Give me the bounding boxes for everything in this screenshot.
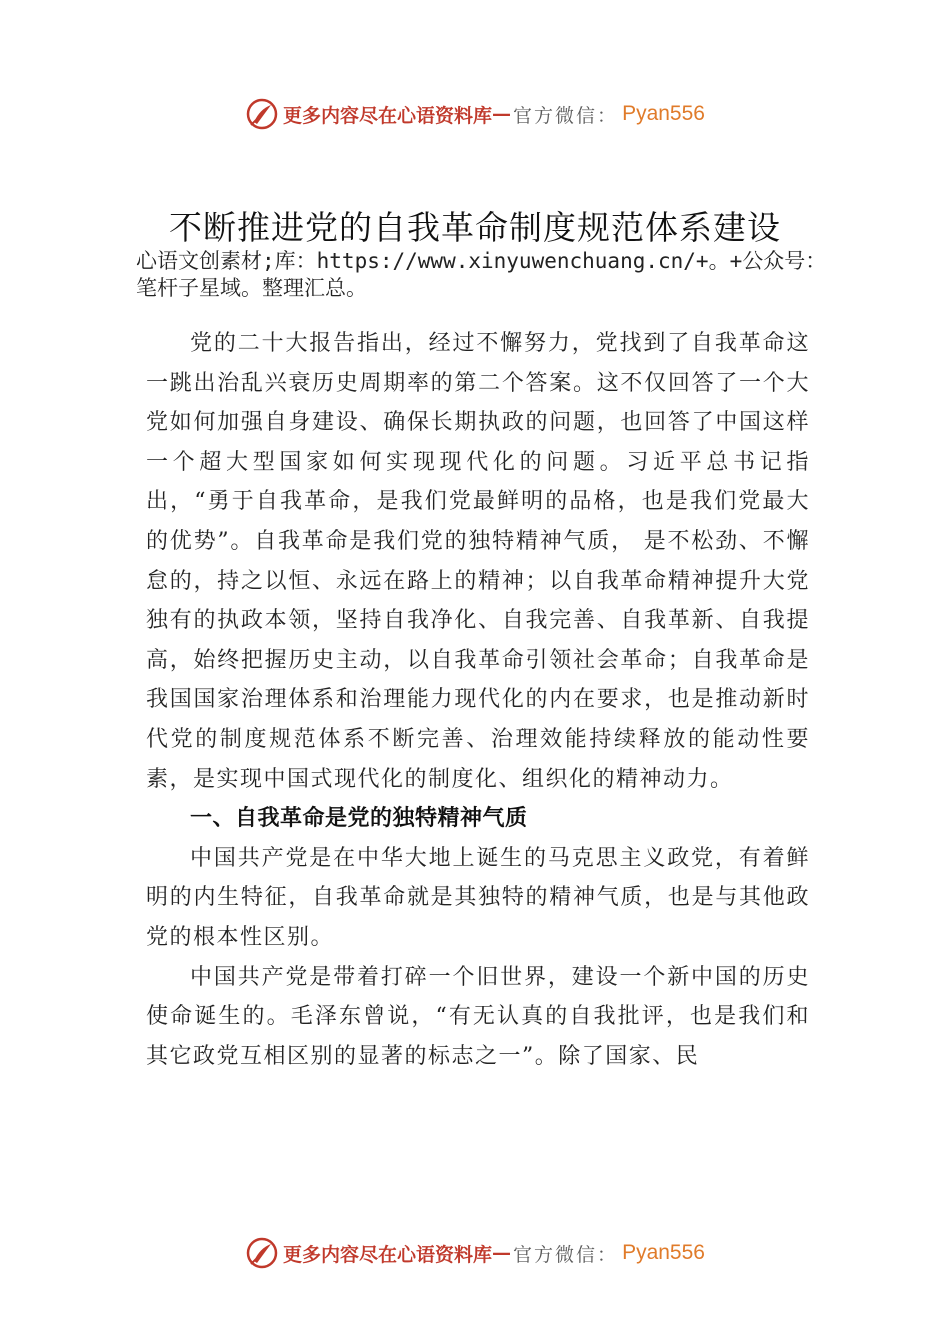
brush-logo-icon [245,97,279,131]
banner-dash: — [492,103,512,125]
document-body [146,324,810,1076]
banner-wechat-id: Pyan556 [622,102,705,125]
section-paragraph: 中国共产党是带着打碎一个旧世界，建设一个新中国的历史使命诞生的。毛泽东曾说，“有无认真的自我批评，也是我们和其它政党互相区别的显著的标志之一”。除了国家、民 [146,964,810,1069]
banner-wechat-label: 官方微信： [513,1243,619,1266]
banner-wechat-id: Pyan556 [622,1241,705,1264]
header-banner [0,94,950,134]
intro-paragraph: 党的二十大报告指出，经过不懈努力，党找到了自我革命这一跳出治乱兴衰历史周期率的第二个答案。这不仅回答了一个大党如何加强自身建设、确保长期执政的问题，也回答了中国这样一个超大型国家如何实现现代化的问题。习近平总书记指出，“勇于自我革命，是我们党最鲜明的品格，也是我们党最大的优势”。自我革命是我们党的独特精神气质， 是不松劲、不懈怠的，持之以恒、永远在路上的精神；以自我革命精神提升大党独有的执政本领，坚持自我净化、自我完善、自我革新、自我提高，始终把握历史主动，以自我革命引领社会革命；自我革命是我国国家治理体系和治理能力现代化的内在要求，也是推动新时代党的制度规范体系不断完善、治理效能持续释放的能动性要素，是实现中国式现代化的制度化、组织化的精神动力。 [146,331,810,792]
footer-banner [0,1233,950,1273]
section-paragraph: 中国共产党是在中华大地上诞生的马克思主义政党，有着鲜明的内生特征，自我革命就是其独特的精神气质，也是与其他政党的根本性区别。 [146,845,810,950]
source-line: 心语文创素材;库：https://www.xinyuwenchuang.cn/+。+公众号：笔杆子星域。整理汇总。 [136,249,827,300]
banner-dash: — [492,1242,512,1264]
banner-brand-text: 更多内容尽在心语资料库 [283,104,493,127]
document-title: 不断推进党的自我革命制度规范体系建设 [169,208,781,247]
banner-brand-text: 更多内容尽在心语资料库 [283,1243,493,1266]
section-heading: 一、自我革命是党的独特精神气质 [190,806,528,832]
banner-wechat-label: 官方微信： [513,104,619,127]
brush-logo-icon [245,1236,279,1270]
